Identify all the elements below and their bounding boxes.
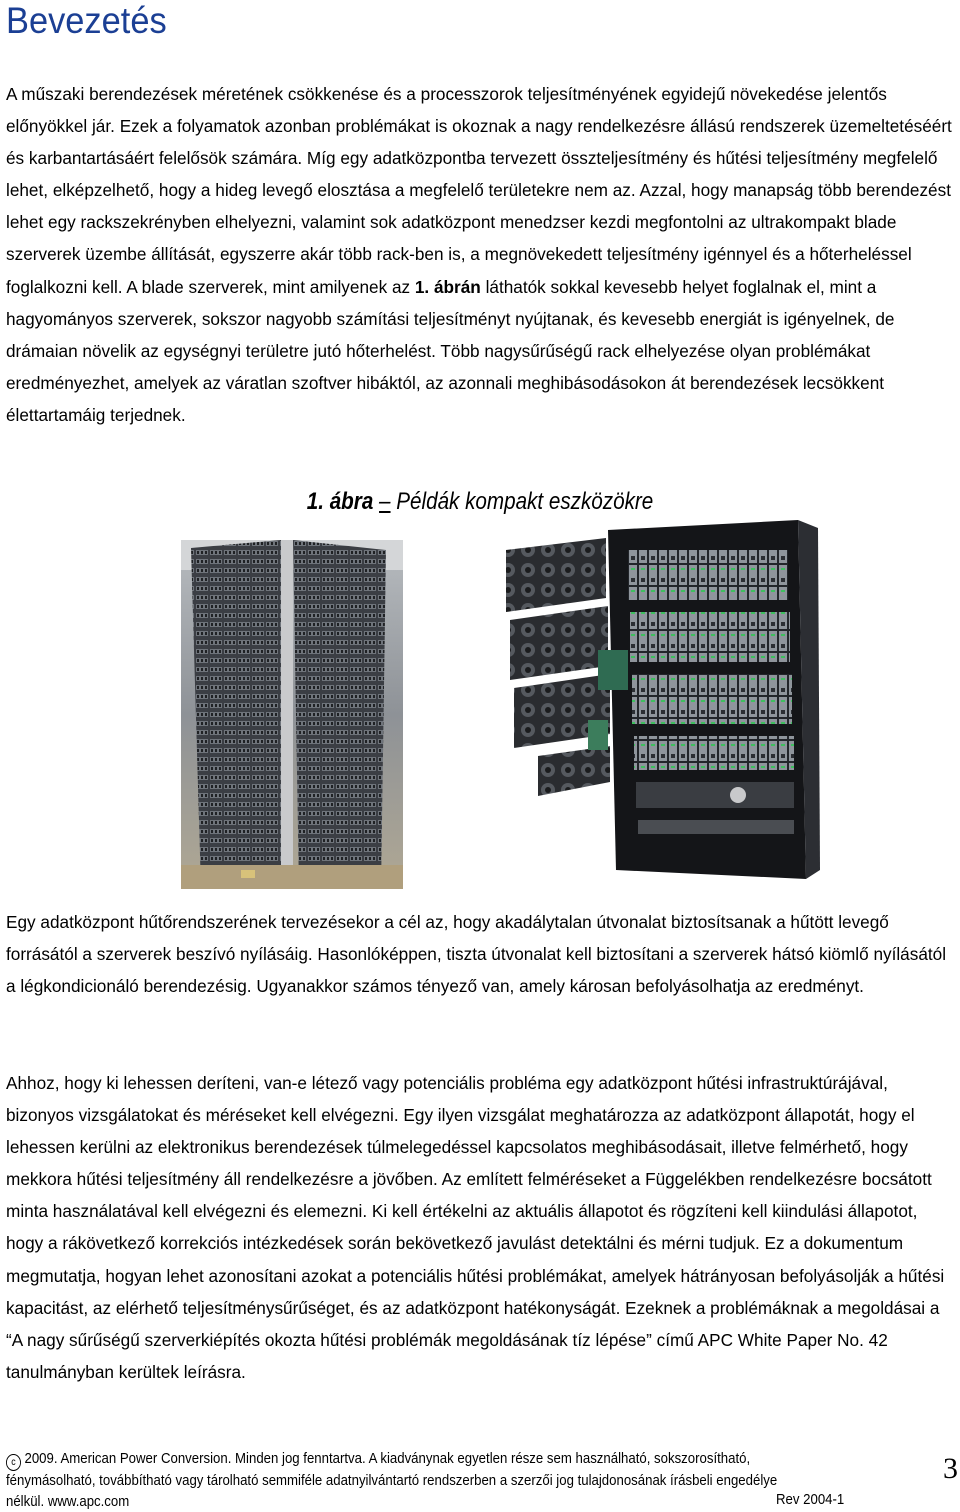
caption-dash: – bbox=[379, 488, 391, 515]
intro-text-part-2: láthatók sokkal kevesebb helyet foglalnak el, mint a hagyományos szerverek, sokszor nagyobb számítási teljesítményt nyújtanak, és kevesebb energiát is igényelnek, de drámaian növelik az egységnyi területre jutó hőterhelést. Több nagysűrűségű rack elhelyezése olyan problémákat eredményezhet, amelyek az váratlan szoftver hibáktól, az azonnali meghibásodásokon át berendezések lecsökkent élettartamáig terjednek. bbox=[6, 276, 895, 425]
intro-paragraph bbox=[6, 78, 956, 431]
footer-revision: Rev 2004-1 bbox=[776, 1491, 845, 1508]
cooling-design-paragraph: Egy adatközpont hűtőrendszerének tervezésekor a cél az, hogy akadálytalan útvonalat biztosítsanak a hűtött levegő forrásától a szerverek beszívó nyílásáig. Hasonlóképpen, tiszta útvonalat kell biztosítani a szerverek hátsó kiömlő nyílásától a légkondicionáló berendezésig. Ugyanakkor számos tényező van, amely károsan befolyásolhatja az eredményt. bbox=[6, 912, 947, 997]
footer-copyright bbox=[6, 1449, 798, 1512]
caption-text: Példák kompakt eszközökre bbox=[390, 488, 654, 515]
figure-number: 1. ábra bbox=[306, 488, 374, 515]
figure-reference: 1. ábrán bbox=[414, 276, 481, 297]
page-number: 3 bbox=[943, 1452, 958, 1485]
footer-text: 2009. American Power Conversion. Minden jog fenntartva. A kiadványnak egyetlen része sem használható, sokszorosítható, fénymásolható, továbbítható vagy tárolható semmiféle adatnyilvántartó rendszerben a szerzői jog tulajdonosának írásbeli engedélye nélkül. www.apc.com bbox=[6, 1450, 778, 1510]
open-blade-server-cabinet-photo bbox=[498, 520, 836, 879]
page-title: Bevezetés bbox=[6, 0, 167, 41]
figure-caption bbox=[67, 488, 893, 516]
intro-text-part-1: A műszaki berendezések méretének csökkenése és a processzorok teljesítményének egyidejű növekedése jelentős előnyökkel jár. Ezek a folyamatok azonban problémákat is okoznak a nagy rendelkezésre állású rendszerek üzemeltetéséért és karbantartásáért felelősök számára. Míg egy adatközpontba tervezett összteljesítmény és hűtési teljesítmény megfelelő lehet, elképzelhető, hogy a hideg levegő elosztása a megfelelő területekre nem az. Azzal, hogy manapság több berendezést lehet egy rackszekrényben elhelyezni, valamint sok adatközpont menedzser kezdi megfontolni az ultrakompakt blade szerverek üzembe állítását, egyszerre akár több rack-ben is, a megnövekedett teljesítmény igénnyel és a hőterheléssel foglalkozni kell. A blade szerverek, mint amilyenek az bbox=[6, 84, 952, 297]
server-racks-row-photo bbox=[181, 540, 403, 889]
assessment-paragraph: Ahhoz, hogy ki lehessen deríteni, van-e létező vagy potenciális probléma egy adatközpont hűtési infrastruktúrájával, bizonyos vizsgálatokat és méréseket kell elvégezni. Egy ilyen vizsgálat meghatározza az adatközpont állapotát, hogy el lehessen kerülni az elektronikus berendezések túlmelegedéssel kapcsolatos meghibásodásait, illetve felmérhető, hogy mekkora hűtési teljesítmény áll rendelkezésre a jövőben. Az említett felméréseket a Függelékben rendelkezésre bocsátott minta használatával kell elvégezni és elemezni. Ki kell értékelni az aktuális állapotot és rögzíteni kell kiindulási állapotot, hogy a rákövetkező korrekciós intézkedések során bekövetkező javulást detektálni és mérni tudjuk. Ez a dokumentum megmutatja, hogyan lehet azonosítani azokat a potenciális hűtési problémákat, amelyek hátrányosan befolyásolják a hűtési kapacitást, az elérhető teljesítménysűrűséget, és az adatközpont hatékonyságát. Ezeknek a problémáknak a megoldásai a “A nagy sűrűségű szerverkiépítés okozta hűtési problémák megoldásának tíz lépése” című APC White Paper No. 42 tanulmányban kerültek leírásra. bbox=[6, 1073, 945, 1382]
copyright-icon: c bbox=[6, 1454, 21, 1471]
